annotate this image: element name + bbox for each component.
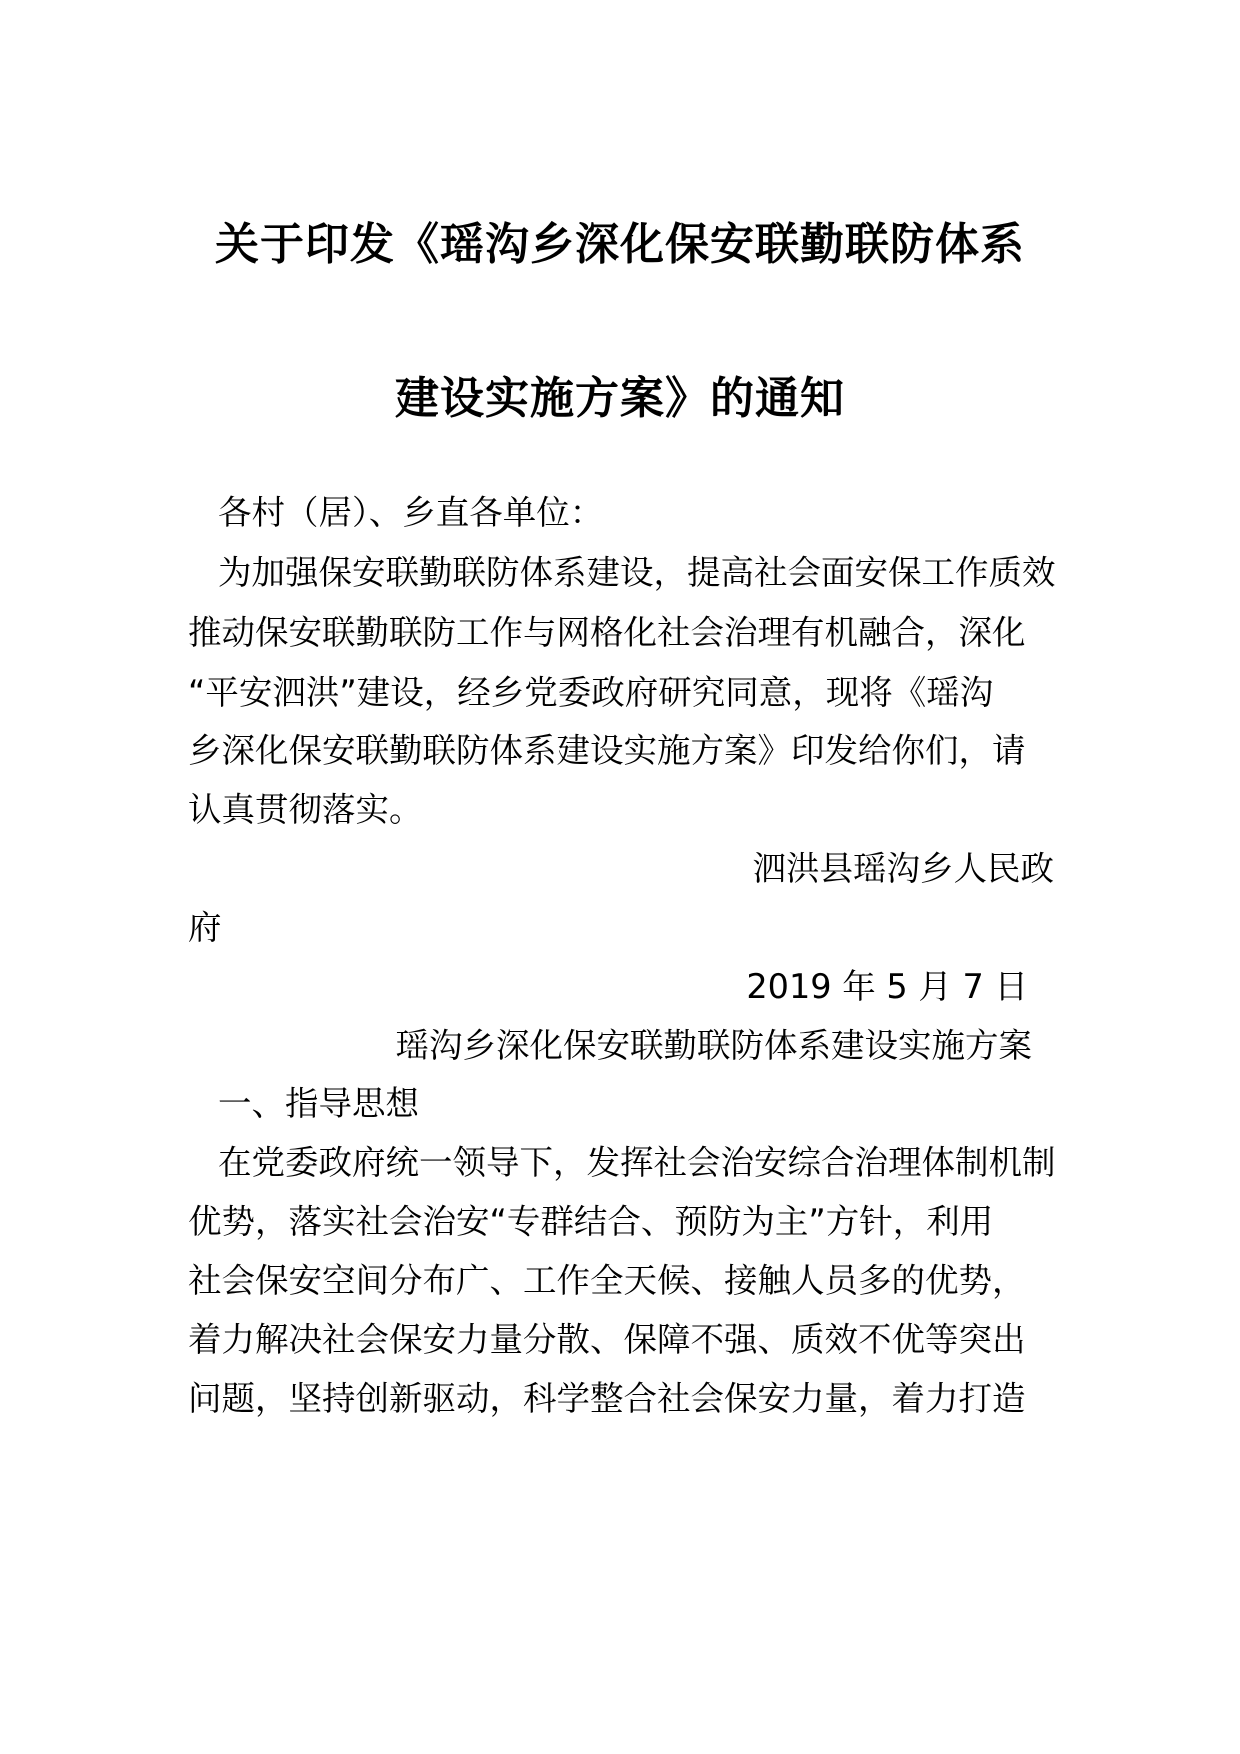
section-line: 优势，落实社会治安“专群结合、预防为主”方针，利用 [188,1202,994,1241]
signature-line-1: 泗洪县瑶沟乡人民政 [752,849,1054,888]
body-line: 推动保安联勤联防工作与网格化社会治理有机融合，深化 [188,613,1026,652]
plan-title: 瑶沟乡深化保安联勤联防体系建设实施方案 [395,1026,1032,1065]
body-line: 乡深化保安联勤联防体系建设实施方案》印发给你们，请 [188,731,1026,770]
section-line: 在党委政府统一领导下，发挥社会治安综合治理体制机制 [218,1143,1056,1182]
section-line: 问题，坚持创新驱动，科学整合社会保安力量，着力打造 [188,1379,1026,1418]
document-date: 2019 年 5 月 7 日 [746,967,1028,1006]
document-title-line-2: 建设实施方案》的通知 [395,373,845,424]
salutation: 各村（居）、乡直各单位： [218,493,604,532]
body-line: 为加强保安联勤联防体系建设，提高社会面安保工作质效 [218,553,1056,592]
section-heading: 一、指导思想 [218,1084,419,1123]
section-line: 着力解决社会保安力量分散、保障不强、质效不优等突出 [188,1320,1026,1359]
section-line: 社会保安空间分布广、工作全天候、接触人员多的优势， [188,1261,1026,1300]
body-line: 认真贯彻落实。 [188,790,423,829]
signature-line-2: 府 [188,908,222,947]
body-line: “平安泗洪”建设，经乡党委政府研究同意，现将《瑶沟 [188,673,994,712]
document-title-line-1: 关于印发《瑶沟乡深化保安联勤联防体系 [215,219,1025,270]
